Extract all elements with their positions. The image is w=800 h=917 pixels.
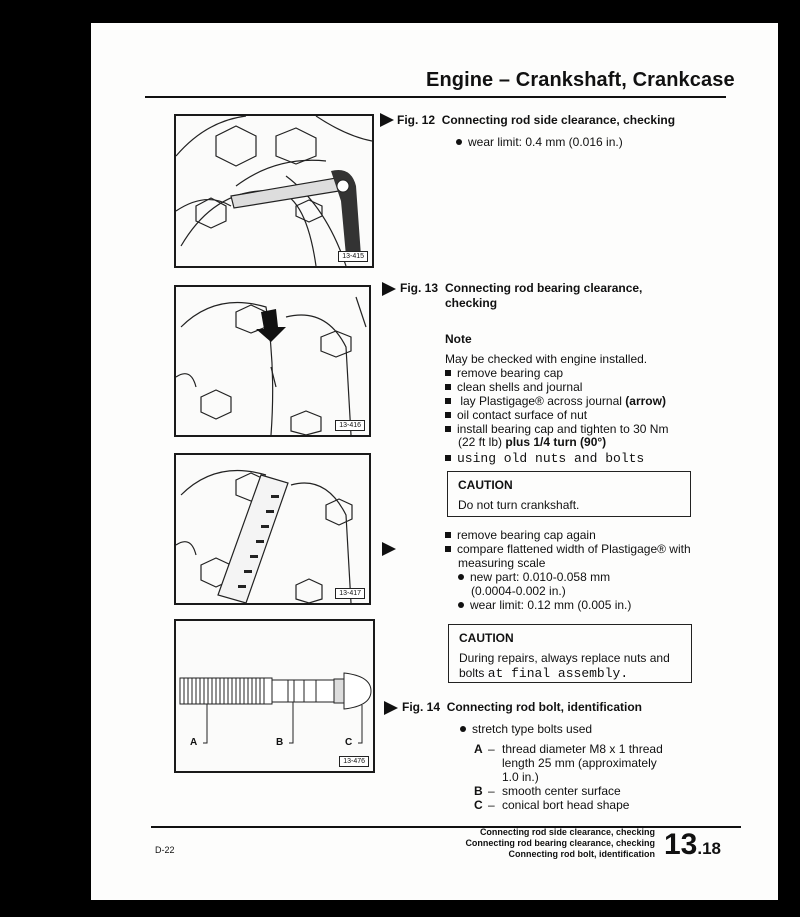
caution-box-replace-nuts [448, 624, 692, 683]
fig14-number: Fig. 14 [402, 700, 441, 714]
page-title: Engine – Crankshaft, Crankcase [426, 69, 735, 91]
footer-code: D-22 [155, 845, 175, 855]
page-number-main: 13 [664, 828, 698, 861]
caution-body-line2 [459, 666, 628, 681]
step-install: install bearing cap and tighten to 30 Nm [445, 422, 668, 436]
figure-13-417 [174, 453, 371, 605]
pointer-arrow-icon [382, 542, 396, 556]
note-heading: Note [445, 332, 472, 346]
figure-label: 13-415 [338, 251, 368, 262]
item-c-dash: – [488, 798, 495, 812]
item-c-key: C [474, 798, 483, 812]
callout-c: C [345, 737, 353, 748]
spec-wear-limit: wear limit: 0.12 mm (0.005 in.) [458, 598, 631, 612]
item-a-line1: thread diameter M8 x 1 thread [502, 742, 663, 756]
step-bold: (arrow) [625, 394, 666, 408]
fig13-number: Fig. 13 [400, 281, 439, 295]
note-intro: May be checked with engine installed. [445, 352, 648, 366]
engine-illustration-side-clearance [176, 116, 372, 266]
step-install-line2 [458, 435, 606, 449]
figure-13-476 [174, 619, 375, 773]
step-remove-again: remove bearing cap again [445, 528, 596, 542]
figure-13-415 [174, 114, 374, 268]
fig12-bullet: wear limit: 0.4 mm (0.016 in.) [456, 135, 623, 149]
item-b-line1: smooth center surface [502, 784, 621, 798]
fig12-heading [397, 113, 675, 127]
pointer-arrow-icon [382, 282, 396, 296]
fig14-heading [402, 700, 642, 714]
step-oil: oil contact surface of nut [445, 408, 587, 422]
step-typed-note: using old nuts and bolts [445, 451, 644, 466]
item-b-dash: – [488, 784, 495, 798]
footer-topic: Connecting rod side clearance, checking [479, 827, 655, 837]
footer-topic: Connecting rod bolt, identification [508, 849, 655, 859]
connecting-rod-bolt-illustration [176, 621, 373, 771]
fig12-title: Connecting rod side clearance, checking [441, 113, 676, 127]
step-lay-plastigage [445, 394, 666, 408]
step-compare-line2: measuring scale [458, 556, 546, 570]
pointer-arrow-icon [384, 701, 398, 715]
caution-box-crankshaft [447, 471, 691, 517]
caution-heading: CAUTION [458, 478, 513, 492]
fig12-number: Fig. 12 [397, 113, 436, 127]
step-compare: compare flattened width of Plastigage® with [445, 542, 691, 556]
item-c-line1: conical bort head shape [502, 798, 630, 812]
caution-text: bolts [459, 666, 485, 680]
page-number [664, 828, 721, 862]
item-a-line3: 1.0 in.) [502, 770, 539, 784]
figure-13-416 [174, 285, 371, 437]
page-number-sub: .18 [697, 839, 722, 858]
pointer-arrow-icon [380, 113, 394, 127]
fig14-title: Connecting rod bolt, identification [446, 700, 643, 714]
item-b-key: B [474, 784, 483, 798]
footer-topic: Connecting rod bearing clearance, checking [465, 838, 655, 848]
caution-body-line1: During repairs, always replace nuts and [459, 651, 670, 665]
item-a-line2: length 25 mm (approximately [502, 756, 657, 770]
figure-label: 13-476 [339, 756, 369, 767]
callout-a: A [190, 737, 198, 748]
caution-typed-text: at final assembly. [487, 666, 629, 681]
caution-body: Do not turn crankshaft. [458, 498, 580, 512]
spec-new-part-inch: (0.0004-0.002 in.) [471, 584, 566, 598]
step-text: lay Plastigage® across journal [460, 394, 622, 408]
manual-page [91, 23, 778, 900]
fig14-bullet: stretch type bolts used [460, 722, 592, 736]
footer-topics [465, 827, 655, 860]
item-a-dash: – [488, 742, 495, 756]
engine-illustration-plastigage [176, 287, 369, 435]
figure-label: 13-417 [335, 588, 365, 599]
item-a-key: A [474, 742, 483, 756]
spec-new-part: new part: 0.010-0.058 mm [458, 570, 610, 584]
caution-heading: CAUTION [459, 631, 514, 645]
step-text: (22 ft lb) [458, 435, 503, 449]
header-divider [145, 96, 726, 98]
fig13-title-line1: Connecting rod bearing clearance, [445, 281, 643, 295]
step-clean: clean shells and journal [445, 380, 582, 394]
fig13-title-line2: checking [445, 296, 498, 310]
step-bold: plus 1/4 turn (90°) [505, 435, 607, 449]
figure-label: 13-416 [335, 420, 365, 431]
step-remove-cap: remove bearing cap [445, 366, 563, 380]
callout-b: B [276, 737, 284, 748]
engine-illustration-measuring-scale [176, 455, 369, 603]
